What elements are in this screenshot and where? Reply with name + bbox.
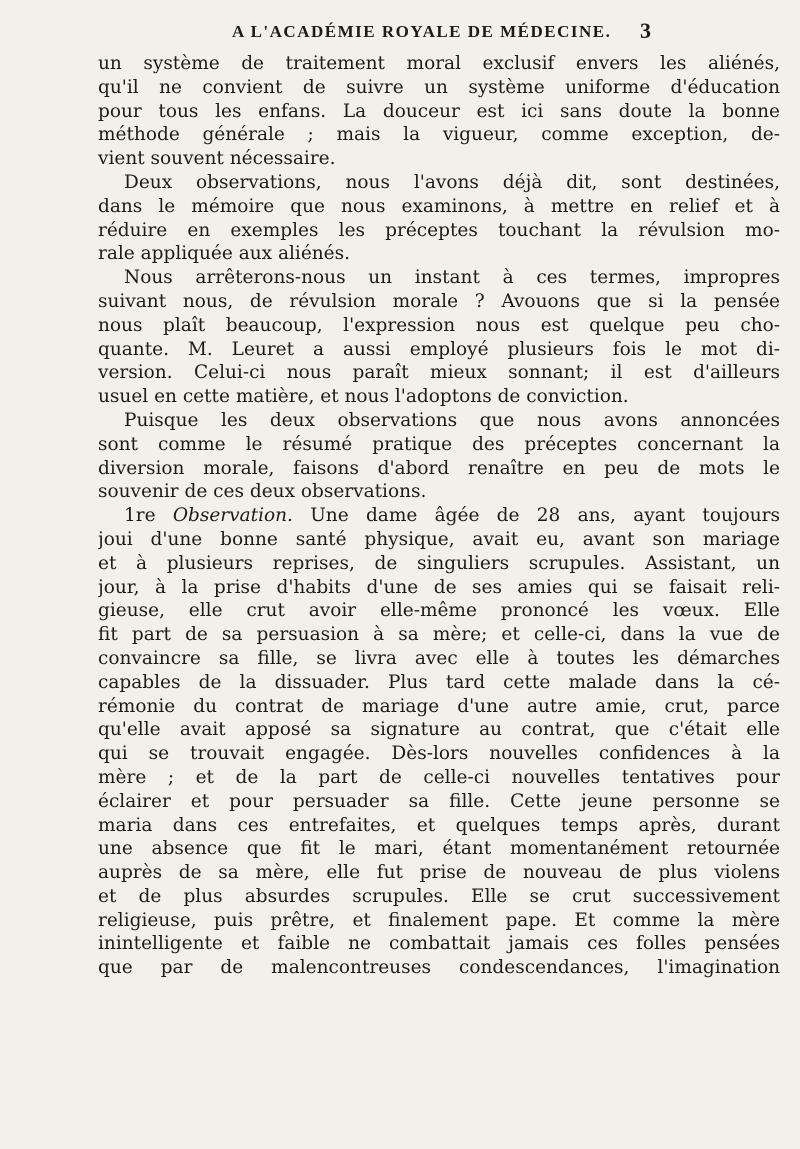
text-line: fit part de sa persuasion à sa mère; et celle-ci, dans la vue de [98,624,780,646]
text-line: et de plus absurdes scrupules. Elle se crut successivement [98,885,780,907]
text-line: convaincre sa fille, se livra avec elle à toutes les démarches [98,647,780,669]
text-line: que par de malencontreuses condescendances, l'imagination [98,957,780,979]
text-line: auprès de sa mère, elle fut prise de nouveau de plus violens [98,862,780,884]
text-line: sont comme le résumé pratique des préceptes concernant la [98,433,780,455]
text-line: Nous arrêterons-nous un instant à ces termes, impropres [124,267,780,289]
text-line: un système de traitement moral exclusif envers les aliénés, [98,53,780,74]
text-line: jour, à la prise d'habits d'une de ses amies qui se faisait reli- [98,576,780,598]
text-line: vient souvent nécessaire. [98,148,336,170]
text-line: souvenir de ces deux observations. [98,481,427,503]
text-line: capables de la dissuader. Plus tard cette malade dans la cé- [98,671,780,693]
text-line: religieuse, puis prêtre, et finalement pape. Et comme la mère [98,909,780,931]
text-line: version. Celui-ci nous paraît mieux sonnant; il est d'ailleurs [98,362,780,384]
text-line: dans le mémoire que nous examinons, à mettre en relief et à [98,195,780,217]
text-line: diversion morale, faisons d'abord renaître en peu de mots le [98,457,780,479]
running-head: A L'ACADÉMIE ROYALE DE MÉDECINE. [232,22,612,41]
text-line: qui se trouvait engagée. Dès-lors nouvelles confidences à la [98,743,780,765]
text-line: suivant nous, de révulsion morale ? Avouons que si la pensée [98,290,780,312]
text-line: maria dans ces entrefaites, et quelques temps après, durant [98,814,780,836]
text-line: éclairer et pour persuader sa fille. Cette jeune personne se [98,790,780,812]
text-line: et à plusieurs reprises, de singuliers scrupules. Assistant, un [98,552,780,574]
text-line: pour tous les enfans. La douceur est ici sans doute la bonne [98,100,780,122]
observation-number: 1re [124,505,173,527]
text-line: rale appliquée aux aliénés. [98,243,351,265]
text-line: Deux observations, nous l'avons déjà dit, sont destinées, [124,171,780,193]
text-line: qu'il ne convient de suivre un système uniforme d'éducation [98,76,780,98]
text-line: une absence que fit le mari, étant momentanément retournée [98,838,780,860]
text-line: inintelligente et faible ne combattait jamais ces folles pensées [98,933,780,955]
text-line: nous plaît beaucoup, l'expression nous est quelque peu cho- [98,314,780,336]
text-line: méthode générale ; mais la vigueur, comme exception, de- [98,124,780,146]
text-line: Puisque les deux observations que nous avons annoncées [124,409,780,431]
page-number: 3 [640,18,651,43]
text-line: usuel en cette matière, et nous l'adoptons de conviction. [98,386,629,408]
text-line: qu'elle avait apposé sa signature au contrat, que c'était elle [98,719,780,741]
observation-heading: Observation. [172,505,293,527]
text-line: joui d'une bonne santé physique, avait eu, avant son mariage [98,528,780,550]
text-line: gieuse, elle crut avoir elle-même prononcé les vœux. Elle [98,600,780,622]
body-text [98,52,780,980]
text-line: quante. M. Leuret a aussi employé plusieurs fois le mot di- [98,338,780,360]
observation-text: Une dame âgée de 28 ans, ayant toujours [292,505,780,527]
text-line: rémonie du contrat de mariage d'une autre amie, crut, parce [98,695,780,717]
text-line: réduire en exemples les préceptes touchant la révulsion mo- [98,219,780,241]
text-line: mère ; et de la part de celle-ci nouvelles tentatives pour [98,766,780,788]
text-line [98,504,780,528]
